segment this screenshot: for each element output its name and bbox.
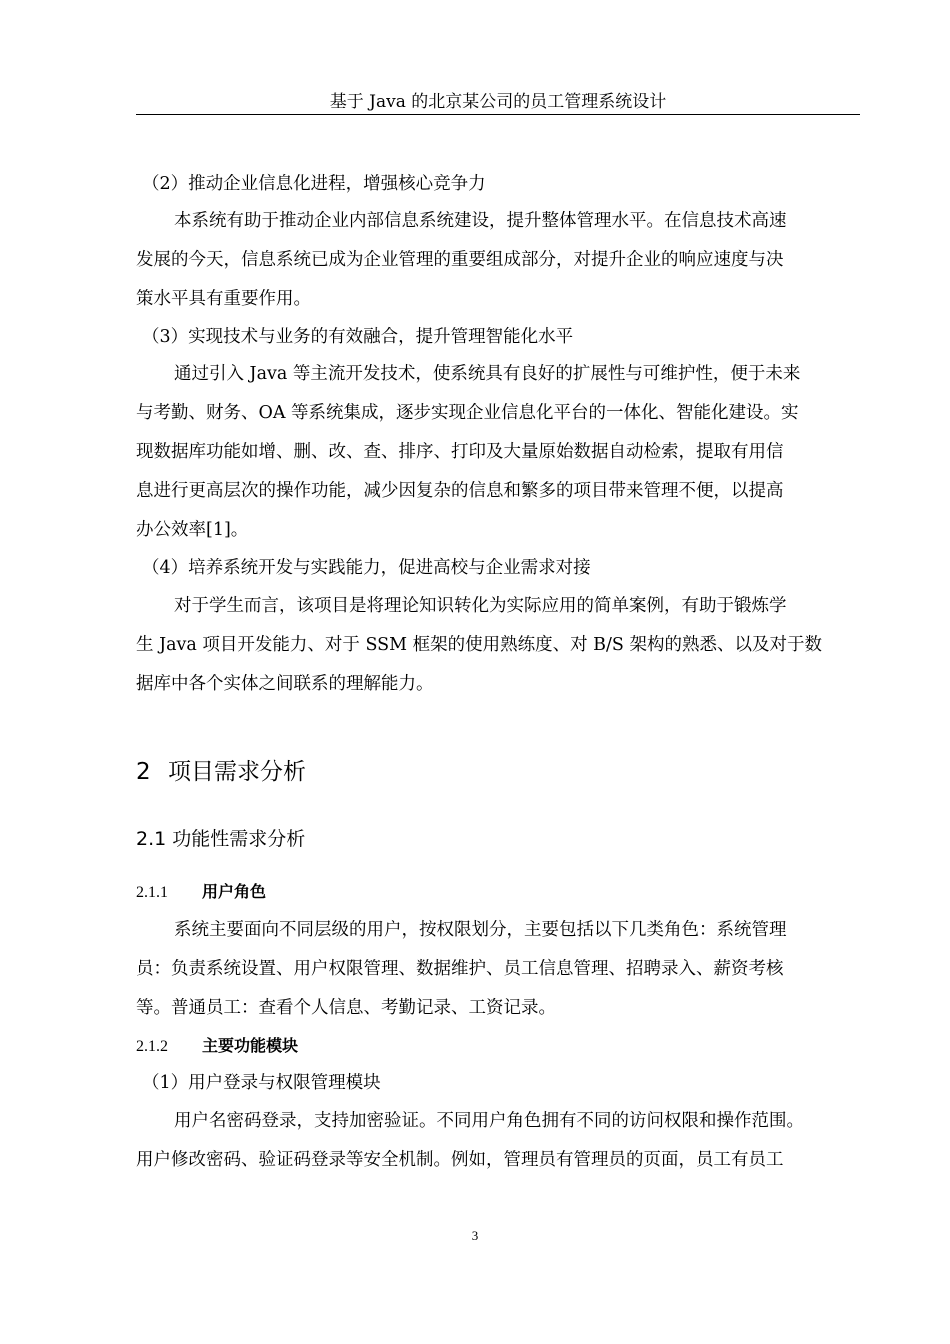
subsection-heading <box>136 1034 298 1059</box>
subsection-title: 主要功能模块 <box>202 1036 299 1055</box>
paragraph-line: 息进行更高层次的操作功能，减少因复杂的信息和繁多的项目带来管理不便，以提高 <box>136 481 784 501</box>
subsection-title: 用户角色 <box>202 882 267 901</box>
paragraph-line: 系统主要面向不同层级的用户，按权限划分，主要包括以下几类角色：系统管理 <box>174 920 787 940</box>
section-heading: 2.1 功能性需求分析 <box>136 828 306 850</box>
running-header: 基于 Java 的北京某公司的员工管理系统设计 <box>329 92 667 112</box>
chapter-title: 项目需求分析 <box>168 759 306 785</box>
list-heading: （2）推动企业信息化进程，增强核心竞争力 <box>142 174 486 194</box>
list-heading: （1）用户登录与权限管理模块 <box>142 1073 381 1093</box>
subsection-number: 2.1.2 <box>136 1038 168 1055</box>
paragraph-line: 用户名密码登录，支持加密验证。不同用户角色拥有不同的访问权限和操作范围。 <box>174 1111 804 1131</box>
paragraph-line: 与考勤、财务、OA 等系统集成，逐步实现企业信息化平台的一体化、智能化建设。实 <box>136 403 799 423</box>
paragraph-line: 现数据库功能如增、删、改、查、排序、打印及大量原始数据自动检索，提取有用信 <box>136 442 784 462</box>
list-heading: （3）实现技术与业务的有效融合，提升管理智能化水平 <box>142 327 574 347</box>
paragraph-line: 发展的今天，信息系统已成为企业管理的重要组成部分，对提升企业的响应速度与决 <box>136 250 784 270</box>
paragraph-line: 本系统有助于推动企业内部信息系统建设，提升整体管理水平。在信息技术高速 <box>174 211 787 231</box>
paragraph-line: 通过引入 Java 等主流开发技术，使系统具有良好的扩展性与可维护性，便于未来 <box>174 364 801 384</box>
paragraph-line: 生 Java 项目开发能力、对于 SSM 框架的使用熟练度、对 B/S 架构的熟悉、以及对于数 <box>136 635 822 655</box>
chapter-heading <box>136 757 306 787</box>
paragraph-line: 员：负责系统设置、用户权限管理、数据维护、员工信息管理、招聘录入、薪资考核 <box>136 959 784 979</box>
paragraph-line: 用户修改密码、验证码登录等安全机制。例如，管理员有管理员的页面，员工有员工 <box>136 1150 784 1170</box>
paragraph-line: 对于学生而言，该项目是将理论知识转化为实际应用的简单案例，有助于锻炼学 <box>174 596 787 616</box>
subsection-heading <box>136 880 266 905</box>
list-heading: （4）培养系统开发与实践能力，促进高校与企业需求对接 <box>142 558 591 578</box>
paragraph-line: 办公效率[1]。 <box>136 520 249 540</box>
paragraph-line: 据库中各个实体之间联系的理解能力。 <box>136 674 434 694</box>
header-rule <box>136 114 860 115</box>
paragraph-line: 等。普通员工：查看个人信息、考勤记录、工资记录。 <box>136 998 556 1018</box>
chapter-number: 2 <box>136 759 151 785</box>
paragraph-line: 策水平具有重要作用。 <box>136 289 311 309</box>
page-number: 3 <box>471 1228 479 1243</box>
subsection-number: 2.1.1 <box>136 884 168 901</box>
